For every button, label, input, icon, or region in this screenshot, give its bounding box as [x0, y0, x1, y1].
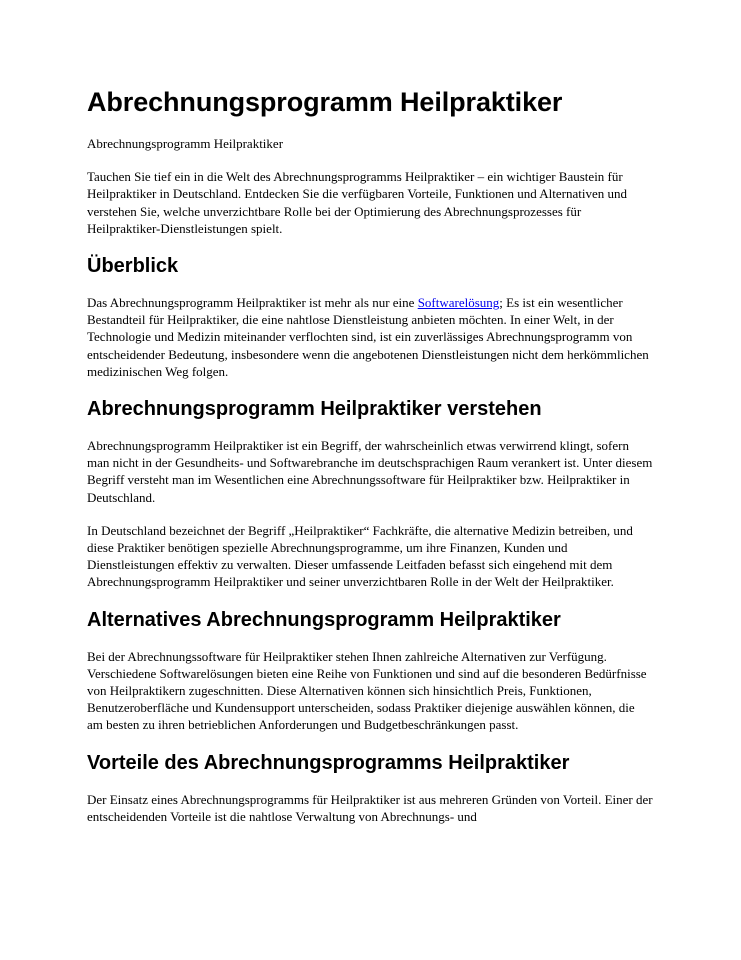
understand-paragraph-1: Abrechnungsprogramm Heilpraktiker ist ein Begriff, der wahrscheinlich etwas verwirrend klingt, sofern man nicht in der Gesundheits- und Softwarebranche im deutschsprachigen Raum verankert ist. Unter diesem Begriff versteht man im Wesentlichen eine Abrechnungssoftware für Heilpraktiker bzw. Heilpraktiker in Deutschland.	[87, 438, 653, 505]
intro-paragraph: Tauchen Sie tief ein in die Welt des Abrechnungsprogramms Heilpraktiker – ein wichtiger Baustein für Heilpraktiker in Deutschland. Entdecken Sie die verfügbaren Vorteile, Funktionen und Alternativen und verstehen Sie, welche unverzichtbare Rolle bei der Optimierung des Abrechnungsprozesses für Heilpraktiker-Dienstleistungen spielt.	[87, 169, 627, 236]
subtitle-text: Abrechnungsprogramm Heilpraktiker	[87, 136, 284, 151]
page-title: Abrechnungsprogramm Heilpraktiker	[87, 87, 563, 117]
understand-paragraph-2: In Deutschland bezeichnet der Begriff „Heilpraktiker“ Fachkräfte, die alternative Medizin betreiben, und diese Praktiker benötigen spezielle Abrechnungsprogramme, um ihre Finanzen, Kunden und Dienstleistungen effektiv zu verwalten. Dieser umfassende Leitfaden befasst sich eingehend mit dem Abrechnungsprogramm Heilpraktiker und seiner unverzichtbaren Rolle in der Welt der Heilpraktiker.	[87, 522, 633, 590]
document-page	[87, 84, 653, 825]
section-heading-alternatives: Alternatives Abrechnungsprogramm Heilpraktiker	[87, 608, 561, 631]
alternatives-paragraph: Bei der Abrechnungssoftware für Heilpraktiker stehen Ihnen zahlreiche Alternativen zur Verfügung. Verschiedene Softwarelösungen bieten eine Reihe von Funktionen und sind auf die besonderen Bedürfnisse von Heilpraktikern zugeschnitten. Diese Alternativen können sich hinsichtlich Preis, Funktionen, Benutzeroberfläche und Kundensupport unterscheiden, sodass Praktiker diejenige auswählen können, die am besten zu ihren betrieblichen Anforderungen und Budgetbeschränkungen passt.	[87, 648, 647, 733]
section-heading-advantages: Vorteile des Abrechnungsprogramms Heilpraktiker	[87, 751, 570, 774]
section-heading-understand: Abrechnungsprogramm Heilpraktiker verstehen	[87, 398, 542, 421]
section-heading-overview: Überblick	[87, 255, 179, 278]
overview-paragraph	[87, 294, 653, 380]
softwareloesung-link[interactable]: Softwarelösung	[417, 295, 500, 311]
overview-text-before-link: Das Abrechnungsprogramm Heilpraktiker ist mehr als nur eine	[87, 295, 418, 311]
overview-text-after-link: ; Es ist ein wesentlicher Bestandteil für Heilpraktiker, die eine nahtlose Dienstleistung anbieten möchten. In einer Welt, in der Technologie und Medizin miteinander verflochten sind, ist ein zuverlässiges Abrechnungsprogramm von entscheidender Bedeutung, insbesondere wenn die angebotenen Dienstleistungen nicht dem herkömmlichen medizinischen Weg folgen.	[87, 295, 649, 379]
advantages-paragraph: Der Einsatz eines Abrechnungsprogramms für Heilpraktiker ist aus mehreren Gründen von Vorteil. Einer der entscheidenden Vorteile ist die nahtlose Verwaltung von Abrechnungs- und	[87, 791, 653, 824]
